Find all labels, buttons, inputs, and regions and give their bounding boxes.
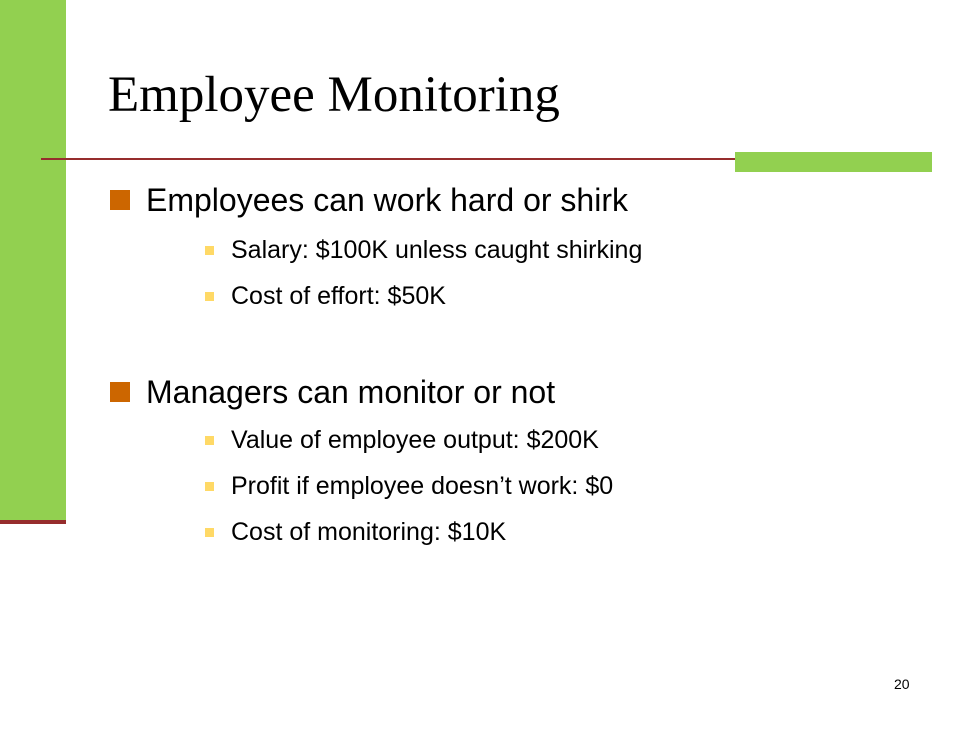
left-accent-underline (0, 520, 66, 524)
small-square-bullet-icon (205, 246, 214, 255)
sub-bullet-item (205, 471, 613, 501)
left-accent-bar (0, 0, 66, 522)
sub-bullet-text: Cost of effort: $50K (231, 282, 446, 310)
square-bullet-icon (110, 382, 130, 402)
small-square-bullet-icon (205, 528, 214, 537)
sub-bullet-text: Cost of monitoring: $10K (231, 518, 507, 546)
sub-bullet-item (205, 235, 642, 265)
sub-bullet-item (205, 517, 506, 547)
bullet-text: Employees can work hard or shirk (146, 182, 628, 218)
sub-bullet-text: Value of employee output: $200K (231, 426, 599, 454)
sub-bullet-item (205, 425, 599, 455)
bullet-item (110, 181, 628, 219)
title-accent-bar (735, 152, 932, 172)
small-square-bullet-icon (205, 292, 214, 301)
slide-title: Employee Monitoring (108, 67, 560, 123)
small-square-bullet-icon (205, 482, 214, 491)
square-bullet-icon (110, 190, 130, 210)
sub-bullet-text: Salary: $100K unless caught shirking (231, 236, 643, 264)
sub-bullet-text: Profit if employee doesn’t work: $0 (231, 472, 614, 500)
bullet-item (110, 373, 555, 411)
sub-bullet-item (205, 281, 446, 311)
slide-number: 20 (894, 676, 910, 692)
bullet-text: Managers can monitor or not (146, 374, 556, 410)
small-square-bullet-icon (205, 436, 214, 445)
